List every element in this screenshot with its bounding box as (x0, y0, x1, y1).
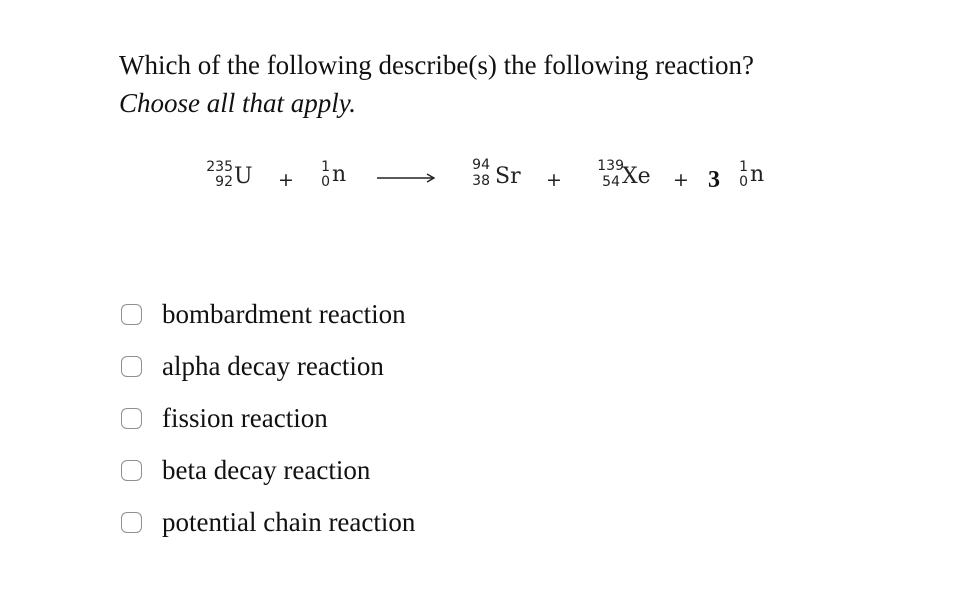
reaction-arrow-icon (377, 171, 437, 185)
plus-sign: + (546, 169, 562, 191)
checkbox[interactable] (121, 512, 142, 533)
option-label: beta decay reaction (162, 455, 371, 485)
neutron-atomic-number: 0 (321, 174, 330, 190)
question-instruction: Choose all that apply. (119, 88, 357, 118)
uranium-atomic-number: 92 (215, 174, 233, 190)
option-potential-chain-reaction[interactable] (121, 496, 415, 548)
option-label: alpha decay reaction (162, 351, 384, 381)
option-label: potential chain reaction (162, 507, 416, 537)
uranium-symbol: U (234, 164, 253, 189)
checkbox[interactable] (121, 356, 142, 377)
option-beta-decay-reaction[interactable] (121, 444, 415, 496)
option-fission-reaction[interactable] (121, 392, 415, 444)
strontium-symbol: Sr (495, 164, 521, 189)
option-alpha-decay-reaction[interactable] (121, 340, 415, 392)
checkbox[interactable] (121, 304, 142, 325)
answer-options (121, 288, 415, 548)
option-label: bombardment reaction (162, 299, 406, 329)
strontium-atomic-number: 38 (472, 173, 490, 189)
question-prompt: Which of the following describe(s) the following reaction? (119, 50, 755, 80)
product-neutron-atomic-number: 0 (739, 174, 748, 190)
plus-sign: + (278, 169, 294, 191)
nuclear-equation (0, 0, 958, 230)
option-label: fission reaction (162, 403, 328, 433)
uranium-mass-number: 235 (206, 159, 233, 175)
option-bombardment-reaction[interactable] (121, 288, 415, 340)
checkbox[interactable] (121, 460, 142, 481)
checkbox[interactable] (121, 408, 142, 429)
xenon-mass-number: 139 (597, 158, 624, 174)
product-neutron-symbol: n (750, 162, 765, 187)
product-neutron-mass-number: 1 (739, 159, 748, 175)
xenon-symbol: Xe (622, 164, 651, 189)
neutron-mass-number: 1 (321, 159, 330, 175)
strontium-mass-number: 94 (472, 157, 490, 173)
neutron-symbol: n (332, 162, 347, 187)
xenon-atomic-number: 54 (602, 174, 620, 190)
plus-sign: + (673, 169, 689, 191)
neutron-coefficient: 3 (708, 167, 720, 193)
